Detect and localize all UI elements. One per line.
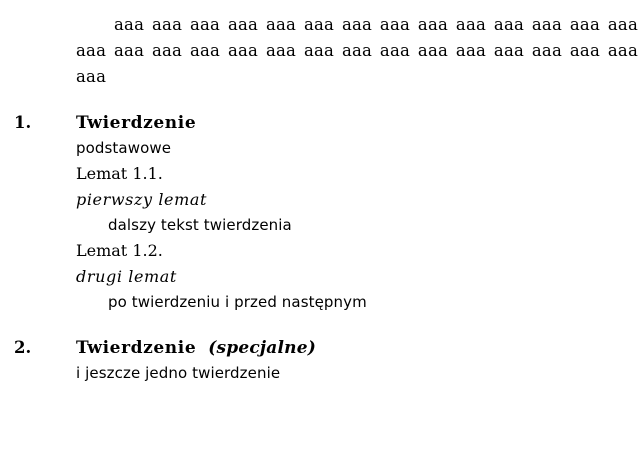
lemma-title: drugi lemat — [76, 267, 177, 286]
intro-text: aaa aaa aaa aaa aaa aaa aaa aaa aaa aaa aaa aaa aaa aaa aaa aaa aaa aaa aaa aaa aaa aaa aaa aaa aaa aaa aaa aaa aaa aaa — [76, 15, 638, 86]
theorem-item-2 — [0, 335, 644, 386]
lemma-body: po twierdzeniu i przed następnym — [108, 293, 367, 311]
theorem-heading — [76, 335, 644, 361]
theorem-number: 1. — [14, 113, 32, 132]
lemma-body: dalszy tekst twierdzenia — [108, 216, 292, 234]
theorem-qualifier: (specjalne) — [208, 338, 316, 358]
theorem-heading — [76, 110, 644, 136]
theorem-subtitle: podstawowe — [76, 139, 172, 157]
lemma-title: pierwszy lemat — [76, 190, 208, 209]
theorem-title: Twierdzenie — [76, 338, 197, 358]
theorem-subtitle: i jeszcze jedno twierdzenie — [76, 364, 281, 382]
intro-paragraph — [0, 0, 644, 90]
lemma-label: Lemat 1.2. — [76, 241, 163, 260]
lemma-label: Lemat 1.1. — [76, 164, 163, 183]
theorem-number: 2. — [14, 338, 32, 357]
theorem-item-1 — [0, 110, 644, 315]
theorem-title: Twierdzenie — [76, 113, 197, 133]
